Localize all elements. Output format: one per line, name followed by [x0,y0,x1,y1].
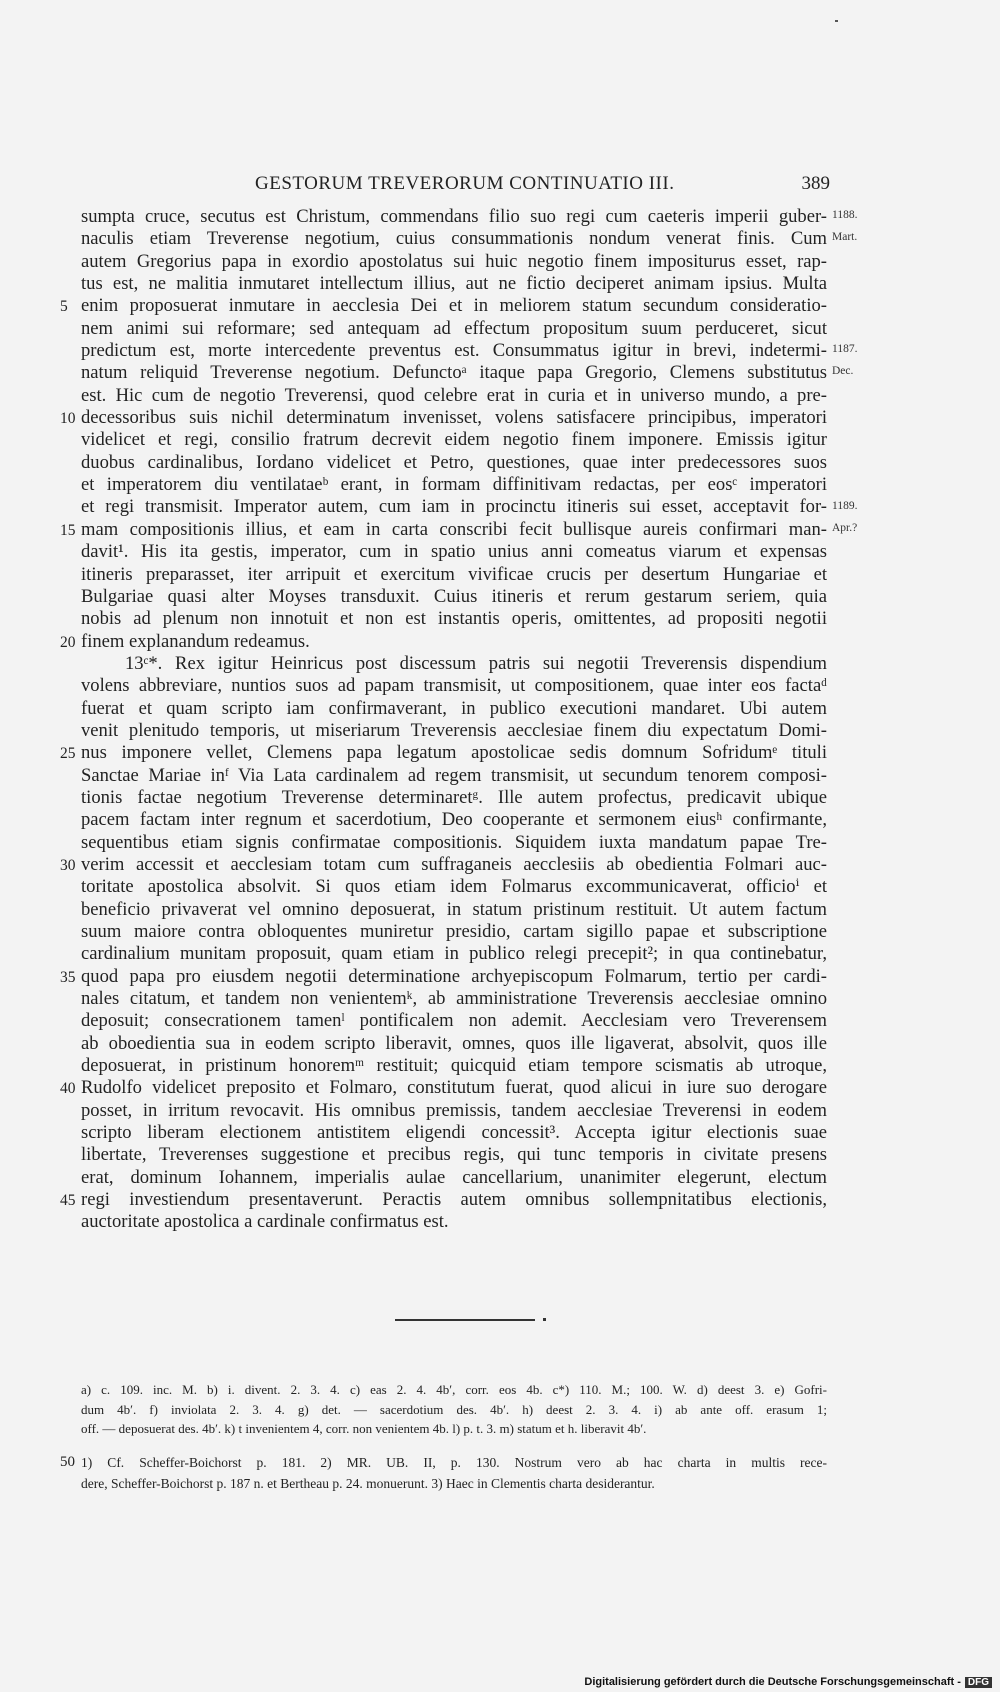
line-text: Rudolfo videlicet preposito et Folmaro, constitutum fuerat, quod alicui in iure suo derogare [81,1077,827,1099]
line-text: fuerat et quam scripto iam confirmaverant, in publico executioni mandaret. Ubi autem [81,697,827,719]
line-number: 15 [60,521,76,539]
text-line [0,899,1000,921]
line-text: scripto liberam electionem antistitem eligendi concessit³. Accepta igitur electionis suae [81,1122,827,1144]
line-text: regi investiendum presentaverunt. Peractis autem omnibus sollempnitatibus electionis, [81,1189,827,1211]
line-number: 30 [60,856,76,874]
line-text: duobus cardinalibus, Iordano videlicet et Petro, questiones, quae inter predecessores suos [81,451,827,473]
critical-apparatus [81,1380,827,1439]
line-number: 45 [60,1192,76,1210]
line-number: 5 [60,298,68,316]
line-number: 40 [60,1080,76,1098]
text-line [0,631,1000,653]
line-text: nobis ad plenum non innotuit et non est instantis operis, omittentes, ad propositi negotii [81,608,827,630]
text-line [0,876,1000,898]
text-line [0,698,1000,720]
line-text: verim accessit et aecclesiam totam cum suffraganeis aecclesiis ab obedientia Folmari auc- [81,853,827,875]
line-text: erat, dominum Iohannem, imperialis aulae cancellarium, unanimiter elegerunt, electum [81,1166,827,1188]
running-title: GESTORUM TREVERORUM CONTINUATIO III. [255,173,675,194]
line-text: mam compositionis illius, et eam in carta conscribi fecit bullisque aureis confirmari man- [81,518,827,540]
footnote-line [0,1473,1000,1494]
running-header [80,173,830,199]
text-line [0,608,1000,630]
text-line [0,854,1000,876]
text-line [0,251,1000,273]
margin-date: 1188. [832,209,858,221]
text-line [0,273,1000,295]
apparatus-line: off. — deposuerat des. 4bʹ. k) t invenientem 4, corr. non venientem 4b. l) p. t. 3. m) statum et h. liberavit 4bʹ. [81,1421,647,1436]
text-line [0,1189,1000,1211]
line-text: tus est, ne malitia inmutaret intellectum illius, aut ne fictio deciperet animam ipsius. Multa [81,273,827,295]
line-text: naculis etiam Treverense negotium, cuius consummationis nondum venerat finis. Cum [81,228,827,250]
line-text: nus imponere vellet, Clemens papa legatum apostolicae sedis domnum Sofridumᵉ tituli [81,742,827,764]
line-text: quod papa pro eiusdem negotii determinatione archyepiscopum Folmarum, tertio per cardi- [81,965,827,987]
text-line [0,1100,1000,1122]
line-text: sequentibus etiam signis confirmatae compositionis. Siquidem iuxta mandatum papae Tre- [81,831,827,853]
footnote-text: dere, Scheffer-Boichorst p. 187 n. et Bertheau p. 24. monuerunt. 3) Haec in Clementis charta desiderantur. [81,1476,655,1491]
line-text: volens abbreviare, nuntios suos ad papam transmisit, ut compositionem, quae inter eos factaᵈ [81,675,827,697]
line-text: itineris preparasset, iter arripuit et exercitum vivificae crucis per desertum Hungariae et [81,563,827,585]
line-text: deposuit; consecrationem tamenˡ pontificalem non ademit. Aecclesiam vero Treverensem [81,1010,827,1032]
line-text: sumpta cruce, secutus est Christum, commendans filio suo regi cum caeteris imperii guber- [81,206,827,227]
text-line [0,541,1000,563]
text-line [0,1211,1000,1233]
main-text [0,206,1000,1234]
text-line [0,720,1000,742]
line-text: autem Gregorius papa in exordio apostolatus sui huic negotio finem impositurus esset, rap- [81,250,827,272]
line-text: davit¹. His ita gestis, imperator, cum in spatio unius anni comeatus viarum et expensas [81,541,827,563]
line-number: 10 [60,410,76,428]
line-number: 25 [60,745,76,763]
text-line [0,1144,1000,1166]
line-text: nales citatum, et tandem non venientemᵏ, ab amministratione Treverensis aecclesiae omnino [81,988,827,1010]
line-text: natum reliquid Treverense negotium. Defunctoᵃ itaque papa Gregorio, Clemens substitutus [81,362,827,384]
line-text: auctoritate apostolica a cardinale confirmatus est. [81,1211,449,1233]
line-text: et regi transmisit. Imperator autem, cum iam in procinctu itineris sui esset, acceptavit for- [81,496,827,518]
text-line [0,653,1000,675]
line-text: ab oboedientia sua in eodem scripto liberavit, omnes, quos ille ligaverat, absolvit, quos ille [81,1032,827,1054]
margin-date: 1187. [832,343,858,356]
text-line [0,765,1000,787]
text-line [0,1077,1000,1099]
divider-dot [543,1318,546,1321]
margin-date: Dec. [832,365,854,378]
margin-date: Apr.? [832,521,858,534]
line-text: posset, in irritum revocavit. His omnibus premissis, tandem aecclesiae Treverensi in eodem [81,1099,827,1121]
text-line [0,809,1000,831]
text-line [0,921,1000,943]
text-line [0,787,1000,809]
text-line [0,564,1000,586]
text-line [0,1122,1000,1144]
margin-date: Mart. [832,231,858,244]
text-line [0,385,1000,407]
text-line [0,1010,1000,1032]
text-line [0,988,1000,1010]
line-text: tionis factae negotium Treverense determinaretᵍ. Ille autem profectus, predicavit ubique [81,786,827,808]
line-text: suum maiore contra obloquentes muniretur presidio, cartam sigillo papae et subscriptione [81,921,827,942]
line-text: nem animi sui reformare; sed antequam ad effectum propositum suum perduceret, sicut [81,317,827,339]
line-number: 35 [60,968,76,986]
margin-date: 1189. [832,499,858,512]
text-line [0,429,1000,451]
text-line [0,318,1000,340]
digitization-footer [584,1676,992,1688]
scan-mark [835,20,838,22]
line-text: finem explanandum redeamus. [81,630,310,652]
line-text: enim proposuerat inmutare in aecclesia Dei et in meliorem statum secundum consideratio- [81,295,827,317]
line-text: Bulgariae quasi alter Moyses transduxit. Cuius itineris et rerum gestarum seriem, quia [81,585,827,607]
line-text: cardinalium munitam proposuit, quam etiam in publico relegi precepit²; in qua continebatur, [81,943,827,965]
line-text: libertate, Treverenses suggestione et precibus regis, qui tunc temporis in civitate presens [81,1144,827,1166]
footer-text: Digitalisierung gefördert durch die Deutsche Forschungsgemeinschaft - [584,1676,961,1688]
line-number: 50 [60,1454,75,1470]
page-number: 389 [801,173,830,194]
line-text: et imperatorem diu ventilataeᵇ erant, in formam diffinitivam redactas, per eosᶜ imperatori [81,474,827,496]
line-text: est. Hic cum de negotio Treverensi, quod celebre erat in curia et in universo mundo, a pre- [81,384,827,406]
text-line [0,675,1000,697]
text-line [0,407,1000,429]
apparatus-line: dum 4bʹ. f) inviolata 2. 3. 4. g) det. — sacerdotium des. 4bʹ. h) deest 2. 3. 4. i) ab ante off. erasum 1; [81,1401,827,1417]
section-divider [395,1319,535,1321]
text-line [0,1033,1000,1055]
line-text: decessoribus suis nichil determinatum invenisset, volens satisfacere principibus, imperatori [81,407,827,429]
line-number: 20 [60,633,76,651]
text-line [0,586,1000,608]
line-text: toritate apostolica absolvit. Si quos etiam idem Folmarus excommunicaverat, officioⁱ et [81,876,827,898]
footnotes [0,1452,1000,1494]
text-line [0,742,1000,764]
line-text: deposuerat, in pristinum honoremᵐ restituit; quicquid etiam tempore scismatis ab utroque, [81,1055,827,1077]
text-line [0,295,1000,317]
text-line [0,832,1000,854]
apparatus-line: a) c. 109. inc. M. b) i. divent. 2. 3. 4. c) eas 2. 4. 4bʹ, corr. eos 4b. c*) 110. M.; 100. W. d) deest 3. e) Gofri- [81,1382,827,1397]
dfg-logo: DFG [965,1677,992,1688]
text-line [0,452,1000,474]
line-text: 13ᶜ*. Rex igitur Heinricus post discessum patris sui negotii Treverensis dispendium [125,652,827,674]
text-line [0,474,1000,496]
text-line [0,966,1000,988]
footnote-text: 1) Cf. Scheffer-Boichorst p. 181. 2) MR. UB. II, p. 130. Nostrum vero ab hac charta in multis rece- [81,1455,827,1470]
line-text: venit plenitudo temporis, ut miseriarum Treverensis aecclesiae finem diu expectatum Domi- [81,719,827,741]
line-text: beneficio privaverat vel omnino deposuerat, in statum pristinum restituit. Ut autem factum [81,898,827,920]
line-text: predictum est, morte intercedente preventus est. Consummatus igitur in brevi, indetermi- [81,340,827,362]
text-line [0,1167,1000,1189]
footnote-line [0,1452,1000,1473]
text-line [0,943,1000,965]
line-text: videlicet et regi, consilio fratrum decrevit eidem negotio finem imponere. Emissis igitur [81,429,827,451]
line-text: Sanctae Mariae inᶠ Via Lata cardinalem ad regem transmisit, ut secundum tenorem composi- [81,764,827,786]
line-text: pacem factam inter regnum et sacerdotium, Deo cooperante et sermonem eiusʰ confirmante, [81,809,827,831]
text-line [0,1055,1000,1077]
